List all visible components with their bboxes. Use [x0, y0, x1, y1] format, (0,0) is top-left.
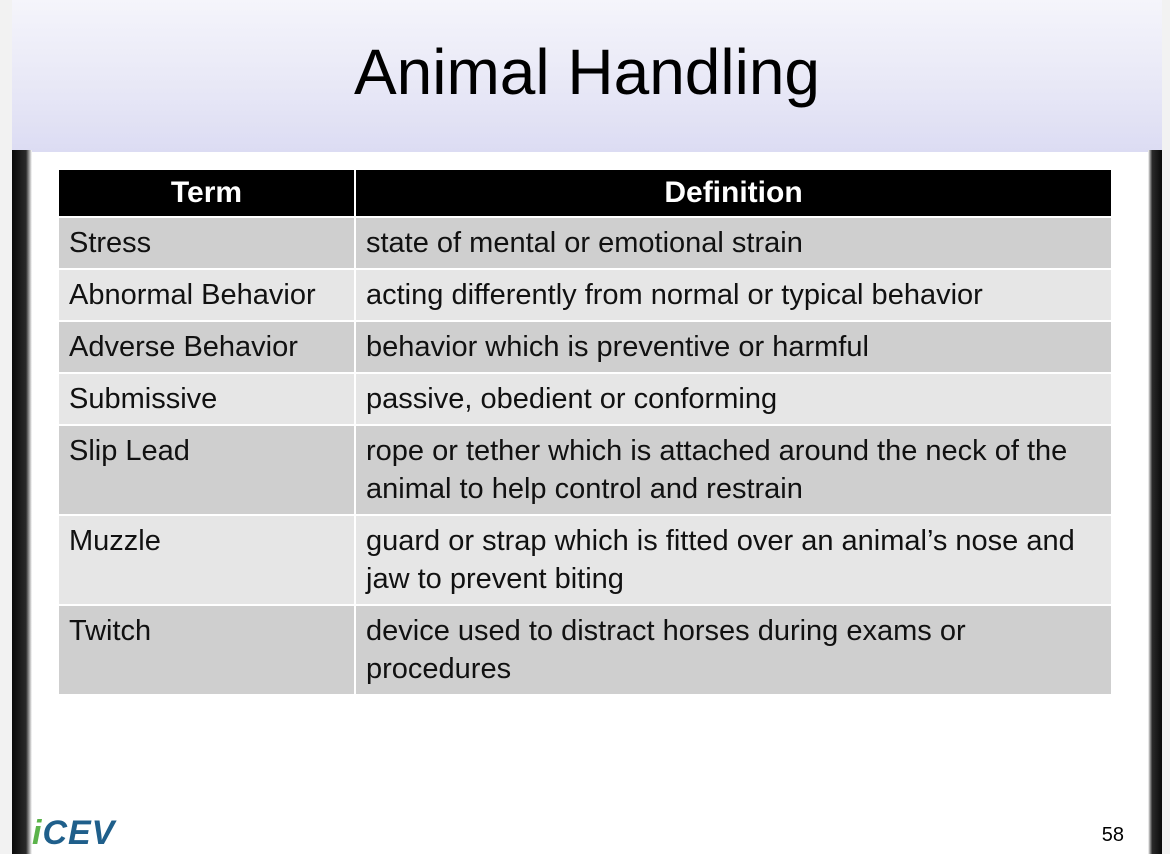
slide-header: [12, 0, 1162, 152]
definition-cell: acting differently from normal or typical behavior: [355, 269, 1111, 321]
definition-cell: state of mental or emotional strain: [355, 217, 1111, 269]
table-row: [59, 321, 1111, 373]
definition-cell: rope or tether which is attached around the neck of the animal to help control and restrain: [355, 425, 1111, 515]
header-definition: Definition: [355, 170, 1111, 217]
table-row: [59, 515, 1111, 605]
table-row: [59, 373, 1111, 425]
header-term: Term: [59, 170, 355, 217]
definition-cell: guard or strap which is fitted over an animal’s nose and jaw to prevent biting: [355, 515, 1111, 605]
term-cell: Submissive: [59, 373, 355, 425]
icev-logo: iCEV: [32, 814, 116, 852]
table-row: [59, 217, 1111, 269]
slide-border-right: [1148, 150, 1162, 854]
page-number: 58: [1101, 824, 1124, 846]
frame-right: [1162, 0, 1170, 854]
term-cell: Adverse Behavior: [59, 321, 355, 373]
slide: [12, 0, 1162, 854]
table-row: [59, 269, 1111, 321]
slide-title: Animal Handling: [353, 36, 821, 108]
slide-border-left: [12, 150, 32, 854]
frame-left: [0, 0, 12, 854]
terms-table: [59, 170, 1111, 694]
definition-cell: device used to distract horses during exams or procedures: [355, 605, 1111, 694]
definition-cell: behavior which is preventive or harmful: [355, 321, 1111, 373]
definition-cell: passive, obedient or conforming: [355, 373, 1111, 425]
table-header-row: [59, 170, 1111, 217]
term-cell: Abnormal Behavior: [59, 269, 355, 321]
term-cell: Slip Lead: [59, 425, 355, 515]
term-cell: Stress: [59, 217, 355, 269]
table-row: [59, 425, 1111, 515]
term-cell: Muzzle: [59, 515, 355, 605]
table-row: [59, 605, 1111, 694]
term-cell: Twitch: [59, 605, 355, 694]
